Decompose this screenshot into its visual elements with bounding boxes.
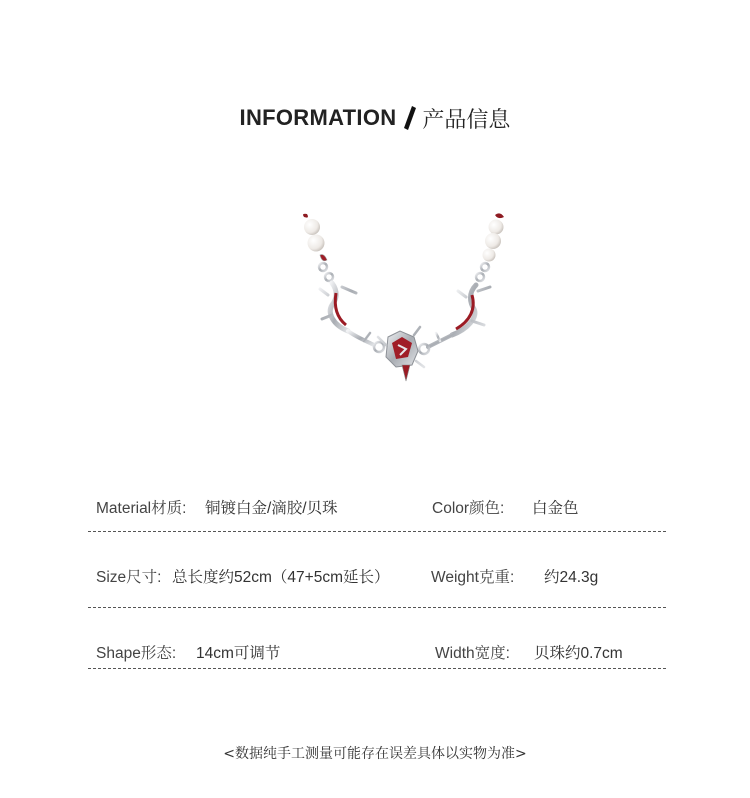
width-value: 贝珠约0.7cm	[534, 645, 623, 662]
spec-row-material-color	[88, 496, 666, 526]
material-value: 铜镀白金/滴胶/贝珠	[205, 500, 338, 517]
spec-row-shape-width	[88, 641, 666, 671]
measurement-disclaimer: <数据纯手工测量可能存在误差具体以实物为准>	[223, 746, 527, 762]
color-value: 白金色	[532, 500, 579, 517]
shape-label: Shape形态:	[96, 645, 177, 662]
divider	[88, 607, 666, 608]
slash-bar-icon	[404, 105, 416, 131]
size-value: 总长度约52cm（47+5cm延长）	[172, 569, 390, 586]
weight-label: Weight克重:	[431, 569, 515, 586]
color-label: Color颜色:	[432, 500, 505, 517]
title-chinese: 产品信息	[422, 107, 511, 133]
width-label: Width宽度:	[435, 645, 510, 662]
info-header	[0, 100, 750, 136]
right-strand	[428, 213, 504, 347]
pendant-necklace-image	[290, 205, 520, 395]
center-ornament	[374, 327, 429, 381]
spec-row-size-weight	[88, 565, 666, 595]
material-label: Material材质:	[96, 500, 187, 517]
divider	[88, 668, 666, 669]
left-strand	[303, 214, 374, 345]
size-label: Size尺寸:	[96, 569, 162, 586]
title-english: INFORMATION	[239, 105, 397, 130]
weight-value: 约24.3g	[544, 569, 599, 586]
shape-value: 14cm可调节	[196, 645, 281, 662]
divider	[88, 531, 666, 532]
